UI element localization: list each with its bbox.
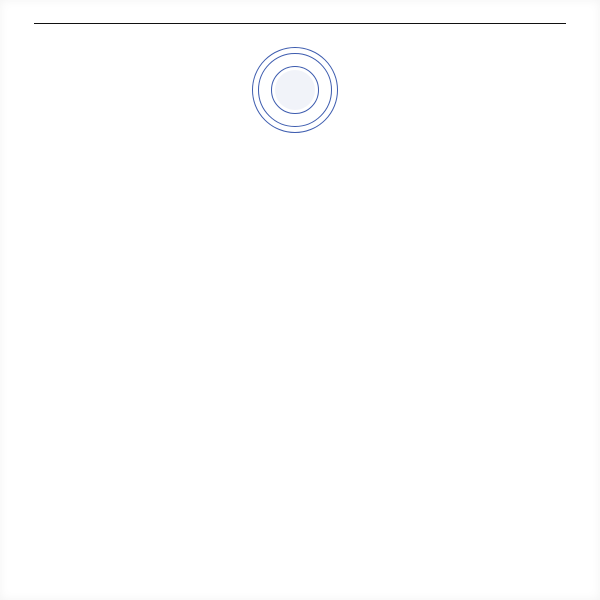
signatory-name-block (399, 61, 534, 75)
seal-circular-text (253, 48, 337, 132)
letterhead (34, 20, 566, 24)
signature-block (34, 61, 566, 75)
company-seal-stamp (252, 47, 338, 133)
